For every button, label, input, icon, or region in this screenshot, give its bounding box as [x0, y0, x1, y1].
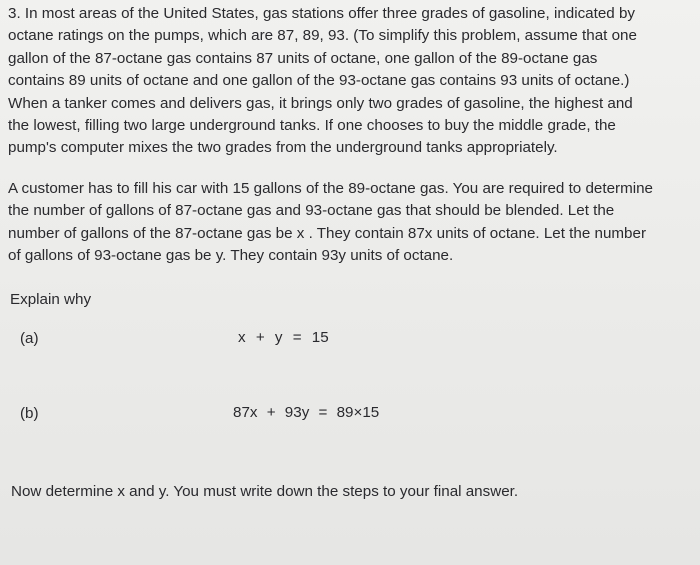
intro-paragraph [8, 3, 698, 160]
part-a-equation: x + y = 15 [238, 329, 329, 346]
explain-label: Explain why [10, 291, 92, 308]
part-b-label: (b) [20, 405, 39, 422]
scenario-line: A customer has to fill his car with 15 gallons of the 89-octane gas. You are required to determine [8, 180, 653, 197]
scenario-line: of gallons of 93-octane gas be y. They contain 93y units of octane. [8, 247, 454, 265]
intro-line: pump's computer mixes the two grades from the underground tanks appropriately. [8, 139, 558, 157]
part-b-equation: 87x + 93y = 89×15 [233, 404, 380, 421]
intro-line: octane ratings on the pumps, which are 87, 89, 93. (To simplify this problem, assume that one [8, 27, 637, 45]
scenario-line: number of gallons of the 87-octane gas be x . They contain 87x units of octane. Let the number [8, 224, 647, 242]
intro-line: the lowest, filling two large underground tanks. If one chooses to buy the middle grade, the [8, 117, 616, 135]
intro-line: When a tanker comes and delivers gas, it brings only two grades of gasoline, the highest and [8, 94, 633, 112]
final-instruction: Now determine x and y. You must write down the steps to your final answer. [11, 483, 519, 500]
scenario-line: the number of gallons of 87-octane gas and 93-octane gas that should be blended. Let the [8, 202, 615, 220]
intro-line: 3. In most areas of the United States, gas stations offer three grades of gasoline, indicated by [8, 5, 635, 22]
part-a-label: (a) [20, 330, 39, 347]
intro-line: contains 89 units of octane and one gallon of the 93-octane gas contains 93 units of octane.) [8, 72, 630, 90]
intro-line: gallon of the 87-octane gas contains 87 units of octane, one gallon of the 89-octane gas [8, 49, 598, 67]
scenario-paragraph [8, 178, 698, 268]
